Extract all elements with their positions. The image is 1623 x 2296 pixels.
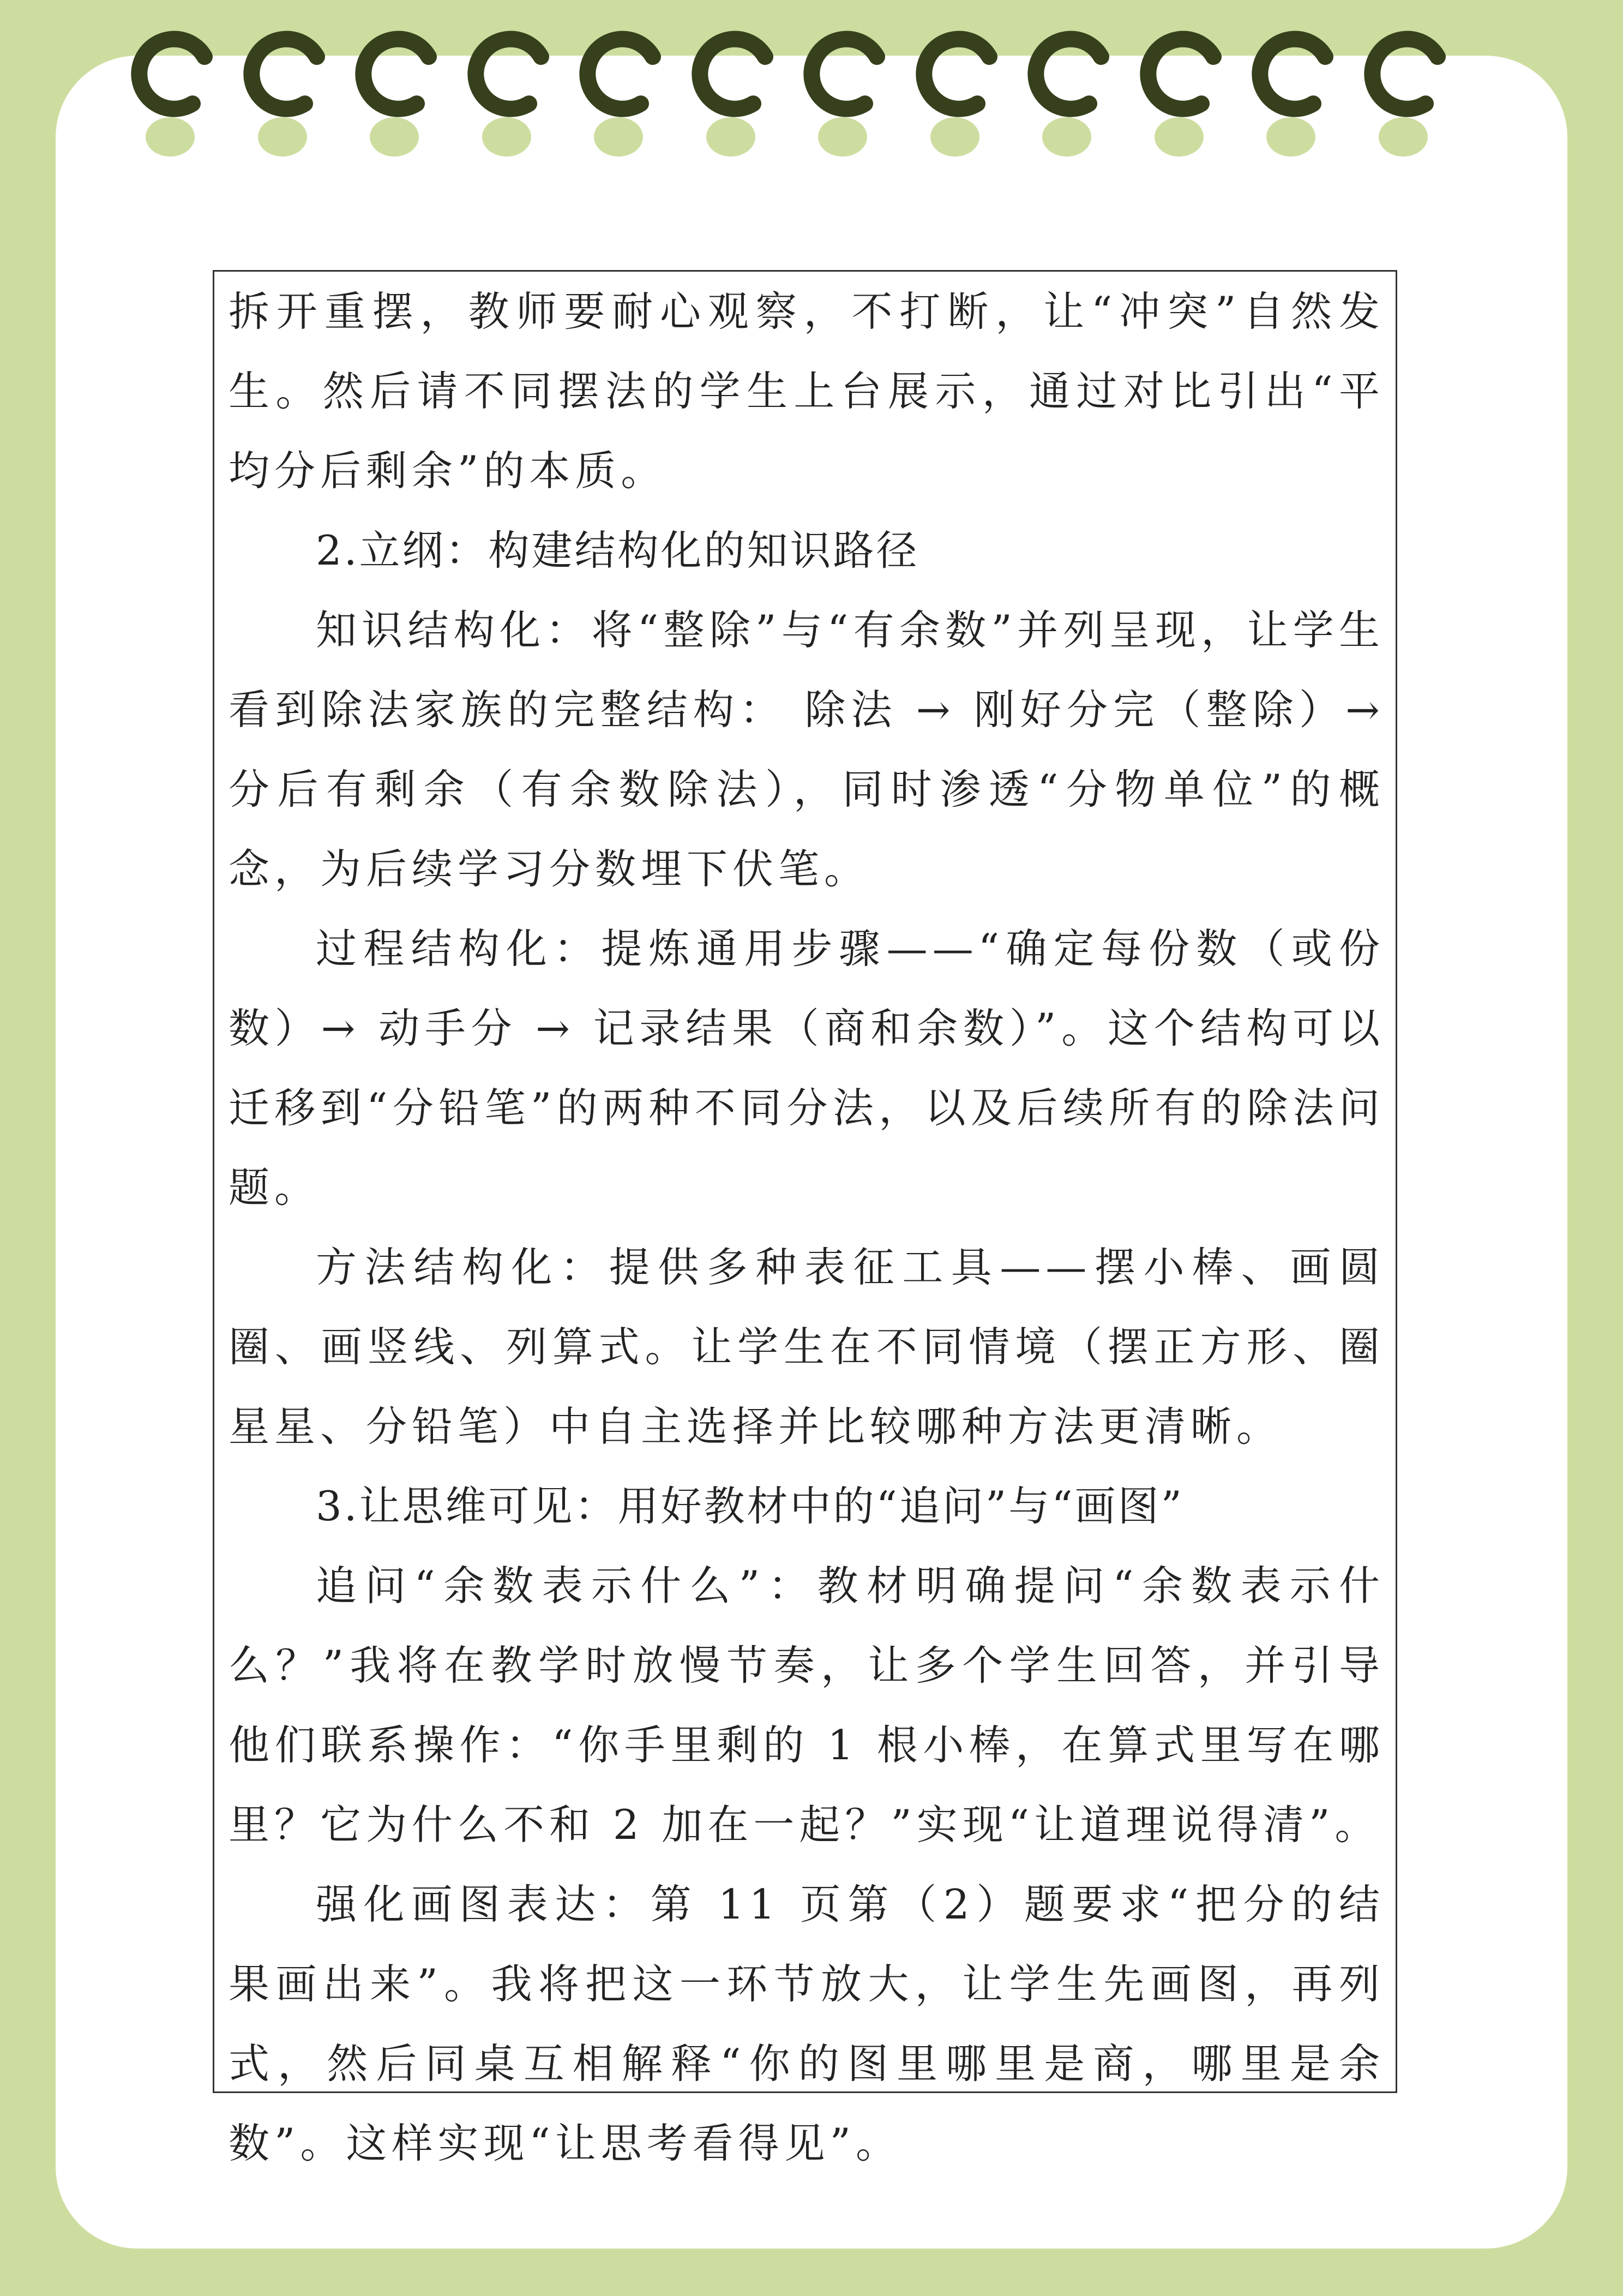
section-heading-2: 2.立纲：构建结构化的知识路径	[316, 526, 919, 574]
paragraph-1: 拆开重摆，教师要耐心观察，不打断，让“冲突”自然发生。然后请不同摆法的学生上台展示，通过对比引出“平均分后剩余”的本质。	[229, 287, 1385, 495]
paragraph-process-structure: 过程结构化：提炼通用步骤——“确定每份数（或份数）→ 动手分 → 记录结果（商和余数）”。这个结构可以迁移到“分铅笔”的两种不同分法，以及后续所有的除法问题。	[229, 925, 1385, 1212]
paragraph-knowledge-structure: 知识结构化：将“整除”与“有余数”并列呈现，让学生看到除法家族的完整结构： 除法 → 刚好分完（整除）→ 分后有剩余（有余数除法），同时渗透“分物单位”的概念，为后续学习分数埋下伏笔。	[229, 606, 1385, 893]
section-heading-3: 3.让思维可见：用好教材中的“追问”与“画图”	[316, 1482, 1184, 1530]
content-box	[213, 270, 1397, 2167]
paragraph-drawing-expression: 强化画图表达：第 11 页第（2）题要求“把分的结果画出来”。我将把这一环节放大，让学生先画图，再列式，然后同桌互相解释“你的图里哪里是商，哪里是余数”。这样实现“让思考看得见”。	[229, 1880, 1385, 2167]
paragraph-follow-up-question: 追问“余数表示什么”：教材明确提问“余数表示什么？”我将在教学时放慢节奏，让多个学生回答，并引导他们联系操作：“你手里剩的 1 根小棒，在算式里写在哪里？它为什么不和 2 加在一起？”实现“让道理说得清”。	[229, 1562, 1385, 1849]
paragraph-method-structure: 方法结构化：提供多种表征工具——摆小棒、画圆圈、画竖线、列算式。让学生在不同情境（摆正方形、圈星星、分铅笔）中自主选择并比较哪种方法更清晰。	[229, 1243, 1385, 1450]
